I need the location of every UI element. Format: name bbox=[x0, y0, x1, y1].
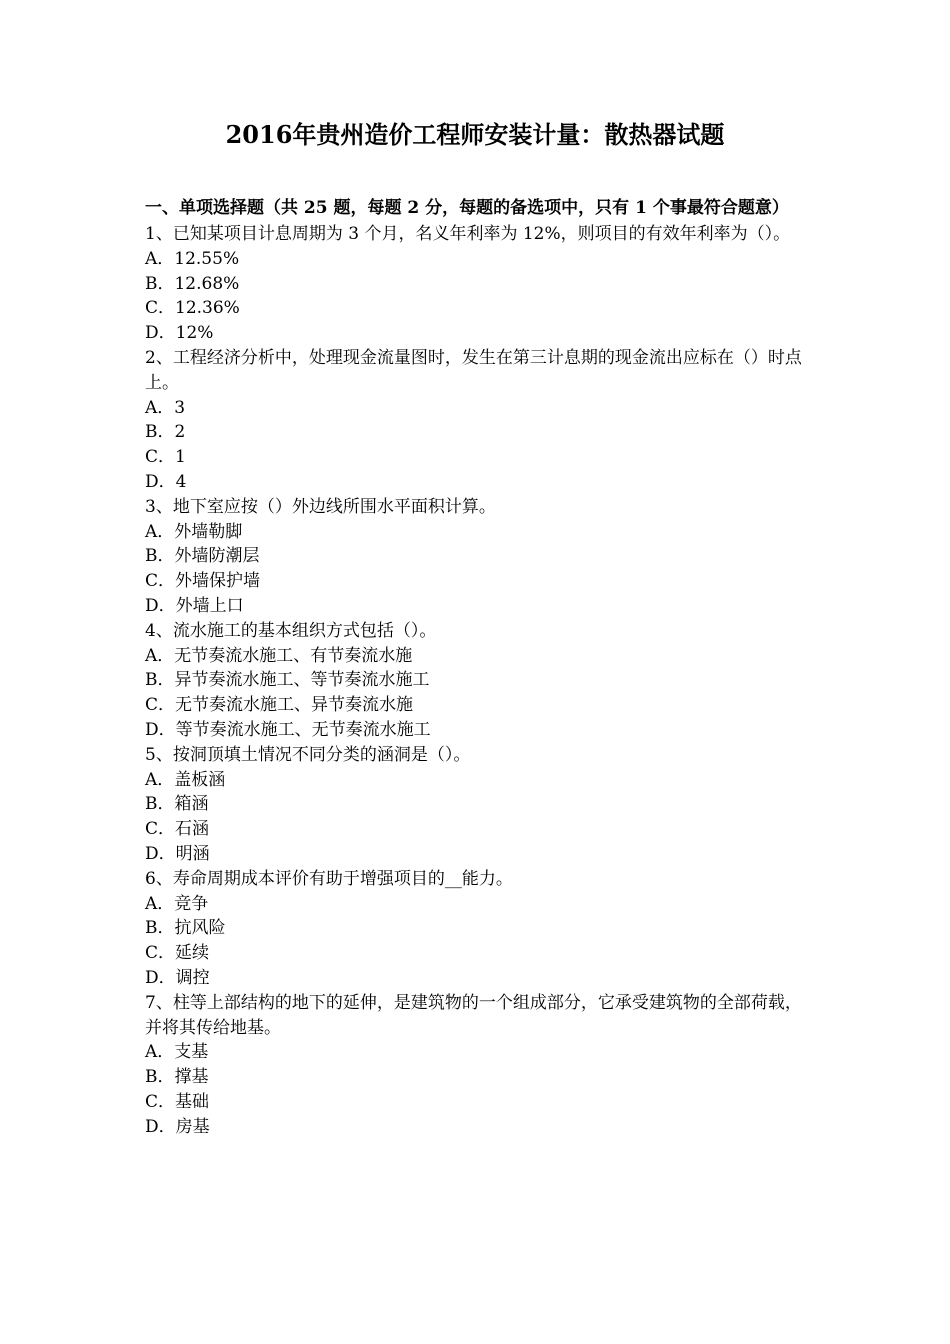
option-b: B．2 bbox=[145, 422, 186, 443]
option-b: B．箱涵 bbox=[145, 794, 209, 815]
option-c: C．12.36% bbox=[145, 298, 240, 319]
option-c: C．外墙保护墙 bbox=[145, 571, 261, 592]
question-text: 5、按洞顶填土情况不同分类的涵洞是（）。 bbox=[145, 744, 471, 765]
option-a: A．外墙勒脚 bbox=[145, 521, 243, 542]
option-c: C．无节奏流水施工、异节奏流水施 bbox=[145, 695, 414, 716]
option-b: B．外墙防潮层 bbox=[145, 546, 260, 567]
option-b: B．12.68% bbox=[145, 273, 240, 294]
option-b: B．撑基 bbox=[145, 1067, 209, 1088]
option-d: D．4 bbox=[145, 471, 187, 492]
section-heading: 一、单项选择题（共 25 题，每题 2 分，每题的备选项中，只有 1 个事最符合题意） bbox=[145, 198, 789, 218]
question-2 bbox=[145, 346, 815, 495]
question-text: 7、柱等上部结构的地下的延伸，是建筑物的一个组成部分，它承受建筑物的全部荷载，并将其传给地基。 bbox=[145, 992, 802, 1038]
option-a: A．竞争 bbox=[145, 893, 209, 914]
option-d: D．外墙上口 bbox=[145, 595, 244, 616]
question-1 bbox=[145, 222, 815, 346]
option-d: D．房基 bbox=[145, 1116, 210, 1137]
option-a: A．12.55% bbox=[145, 248, 240, 269]
option-d: D．等节奏流水施工、无节奏流水施工 bbox=[145, 719, 431, 740]
option-c: C．延续 bbox=[145, 943, 210, 964]
question-text: 6、寿命周期成本评价有助于增强项目的__能力。 bbox=[145, 868, 513, 889]
question-text: 1、已知某项目计息周期为 3 个月，名义年利率为 12%，则项目的有效年利率为（）。 bbox=[145, 224, 791, 244]
question-text: 4、流水施工的基本组织方式包括（）。 bbox=[145, 620, 437, 641]
question-text: 2、工程经济分析中，处理现金流量图时，发生在第三计息期的现金流出应标在（）时点上。 bbox=[145, 347, 802, 393]
option-c: C．石涵 bbox=[145, 819, 210, 840]
question-7 bbox=[145, 991, 815, 1140]
option-d: D．明涵 bbox=[145, 843, 210, 864]
question-4 bbox=[145, 619, 815, 743]
question-5 bbox=[145, 743, 815, 867]
document-title: 2016年贵州造价工程师安装计量：散热器试题 bbox=[225, 120, 725, 149]
option-d: D．调控 bbox=[145, 967, 210, 988]
option-a: A．盖板涵 bbox=[145, 769, 226, 790]
option-c: C．基础 bbox=[145, 1091, 210, 1112]
question-text: 3、地下室应按（）外边线所围水平面积计算。 bbox=[145, 496, 496, 517]
option-b: B．异节奏流水施工、等节奏流水施工 bbox=[145, 670, 430, 691]
document-content bbox=[145, 196, 815, 1139]
question-6 bbox=[145, 867, 815, 991]
question-list bbox=[145, 222, 815, 1139]
option-d: D．12% bbox=[145, 323, 214, 344]
option-b: B．抗风险 bbox=[145, 918, 226, 939]
option-c: C．1 bbox=[145, 447, 186, 468]
question-3 bbox=[145, 495, 815, 619]
option-a: A．3 bbox=[145, 397, 186, 418]
option-a: A．支基 bbox=[145, 1042, 209, 1063]
option-a: A．无节奏流水施工、有节奏流水施 bbox=[145, 645, 413, 666]
